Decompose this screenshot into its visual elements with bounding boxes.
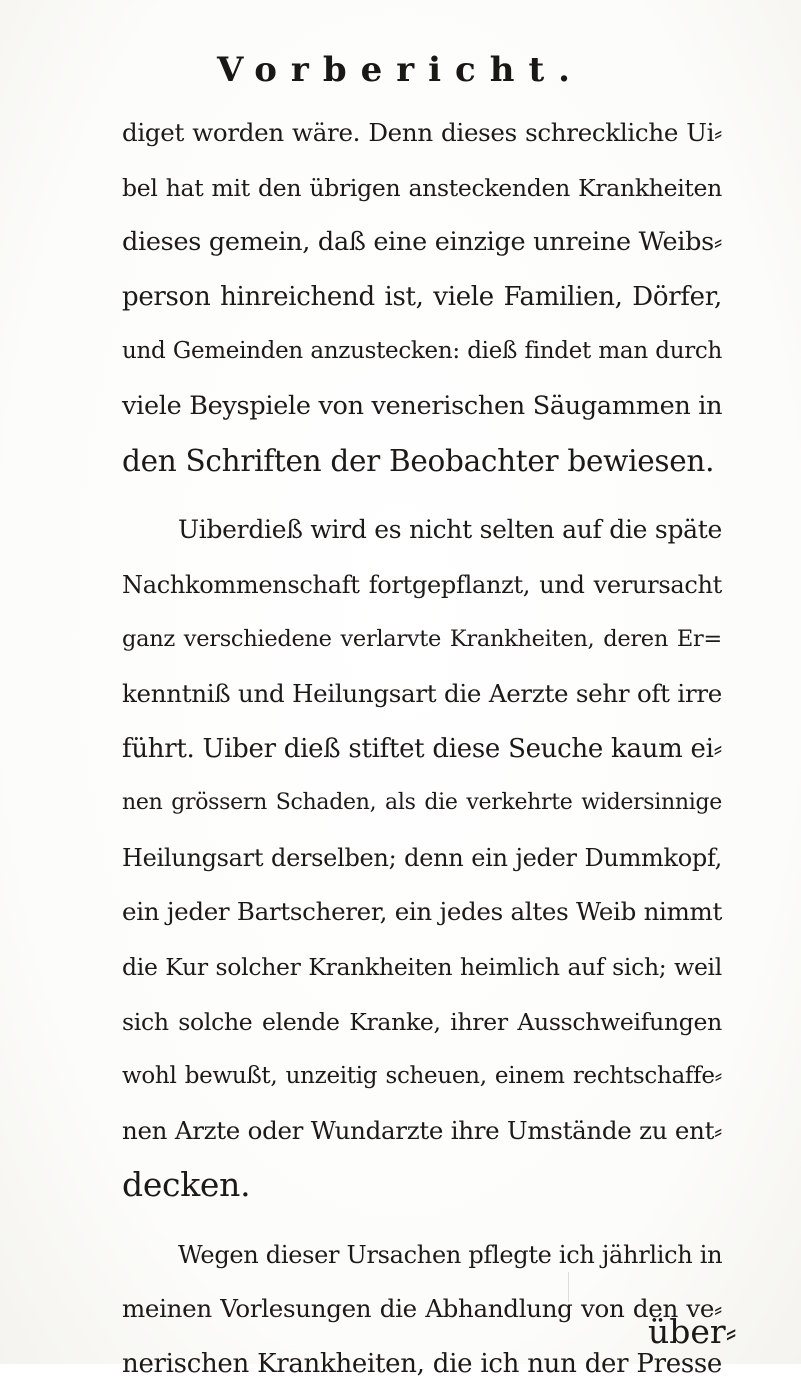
text-line: diget worden wäre. Denn dieses schreckliche Ui⸗: [122, 118, 722, 147]
text-line: Nachkommenschaft fortgepflanzt, und verursacht: [122, 570, 722, 599]
paper-blemish: [552, 1272, 569, 1302]
text-line: dieses gemein, daß eine einzige unreine Weibs⸗: [122, 227, 723, 258]
text-line: sich solche elende Kranke, ihrer Ausschweifungen: [122, 1007, 722, 1036]
text-line: Uiberdieß wird es nicht selten auf die späte: [178, 515, 722, 545]
body-text: [122, 106, 722, 1392]
text-line: wohl bewußt, unzeitig scheuen, einem rechtschaffe⸗: [122, 1063, 722, 1090]
running-head: Vorbericht.: [216, 50, 585, 90]
text-line: führt. Uiber dieß stiftet diese Seuche kaum ei⸗: [122, 733, 722, 764]
text-line: kenntniß und Heilungsart die Aerzte sehr oft irre: [122, 678, 722, 708]
text-line: viele Beyspiele von venerischen Säugammen in: [122, 390, 723, 421]
text-line: ein jeder Bartscherer, ein jedes altes Weib nimmt: [122, 897, 722, 927]
text-line: person hinreichend ist, viele Familien, Dörfer,: [122, 281, 722, 312]
text-line: nerischen Krankheiten, die ich nun der Presse: [122, 1349, 722, 1380]
paragraph: [122, 106, 722, 488]
text-line: Heilungsart derselben; denn ein jeder Dummkopf,: [122, 843, 722, 872]
text-line: den Schriften der Beobachter bewiesen.: [122, 443, 715, 478]
paragraph: [122, 503, 722, 1213]
text-line: decken.: [122, 1165, 251, 1205]
text-line: nen Arzte oder Wundarzte ihre Umstände zu ent⸗: [122, 1115, 722, 1145]
text-line: bel hat mit den übrigen ansteckenden Krankheiten: [122, 173, 722, 202]
text-line: und Gemeinden anzustecken: dieß findet man durch: [122, 338, 722, 365]
text-line: ganz verschiedene verlarvte Krankheiten, deren Er=: [122, 626, 722, 653]
paragraph-gap: [122, 488, 722, 503]
text-line: nen grössern Schaden, als die verkehrte widersinnige: [122, 790, 722, 816]
paragraph: [122, 1228, 722, 1392]
catchword: über⸗: [648, 1312, 737, 1351]
paragraph-gap: [122, 1213, 722, 1228]
text-line: die Kur solcher Krankheiten heimlich auf sich; weil: [122, 952, 722, 981]
text-line: meinen Vorlesungen die Abhandlung von den ve⸗: [122, 1294, 722, 1324]
text-line: Wegen dieser Ursachen pflegte ich jährlich in: [178, 1240, 723, 1269]
